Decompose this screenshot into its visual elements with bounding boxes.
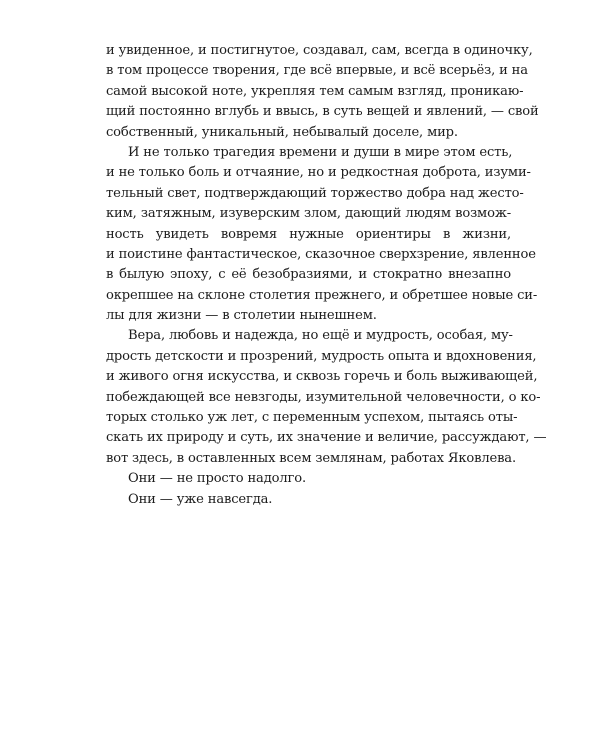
text-line: тельный свет, подтверждающий торжество добра над жесто-: [106, 185, 524, 201]
text-line: и не только боль и отчаяние, но и редкостная доброта, изуми-: [106, 165, 531, 181]
body-text: [106, 41, 547, 510]
text-line: дрость детскости и прозрений, мудрость опыта и вдохновения,: [106, 348, 537, 364]
text-line: и поистине фантастическое, сказочное сверхзрение, явленное: [106, 246, 536, 262]
text-line: окрепшее на склоне столетия прежнего, и обретшее новые си-: [106, 287, 538, 303]
paragraph: [106, 490, 511, 510]
text-line: и увиденное, и постигнутое, создавал, сам, всегда в одиночку,: [106, 43, 533, 58]
paragraph: [106, 469, 511, 489]
text-line: в былую эпоху, с её безобразиями, и стократно внезапно: [106, 267, 511, 283]
text-line: Они — уже навсегда.: [128, 491, 273, 507]
text-line: Они — не просто надолго.: [128, 471, 306, 487]
text-line: лы для жизни — в столетии нынешнем.: [106, 308, 377, 324]
text-line: собственный, уникальный, небывалый доселе, мир.: [106, 124, 458, 140]
text-line: скать их природу и суть, их значение и величие, рассуждают, —: [106, 430, 547, 446]
text-line: щий постоянно вглубь и ввысь, в суть вещей и явлений, — свой: [106, 104, 539, 120]
text-line: в том процессе творения, где всё впервые, и всё всерьёз, и на: [106, 63, 528, 79]
paragraph: [106, 41, 539, 143]
text-line: и живого огня искусства, и сквозь горечь и боль выживающей,: [106, 369, 538, 385]
text-line: ким, затяжным, изуверским злом, дающий людям возмож-: [106, 206, 511, 222]
text-line: торых столько уж лет, с переменным успехом, пытаясь оты-: [106, 410, 518, 426]
text-line: вот здесь, в оставленных всем землянам, работах Яковлева.: [106, 450, 516, 466]
text-line: Вера, любовь и надежда, но ещё и мудрость, особая, му-: [128, 328, 513, 344]
text-line: побеждающей все невзгоды, изумительной человечности, о ко-: [106, 389, 541, 405]
text-line: самой высокой ноте, укрепляя тем самым взгляд, проникаю-: [106, 83, 524, 99]
text-line: И не только трагедия времени и души в мире этом есть,: [128, 144, 513, 160]
paragraph: [106, 326, 547, 469]
text-line: ность увидеть вовремя нужные ориентиры в жизни,: [106, 226, 511, 242]
paragraph: [106, 143, 538, 327]
